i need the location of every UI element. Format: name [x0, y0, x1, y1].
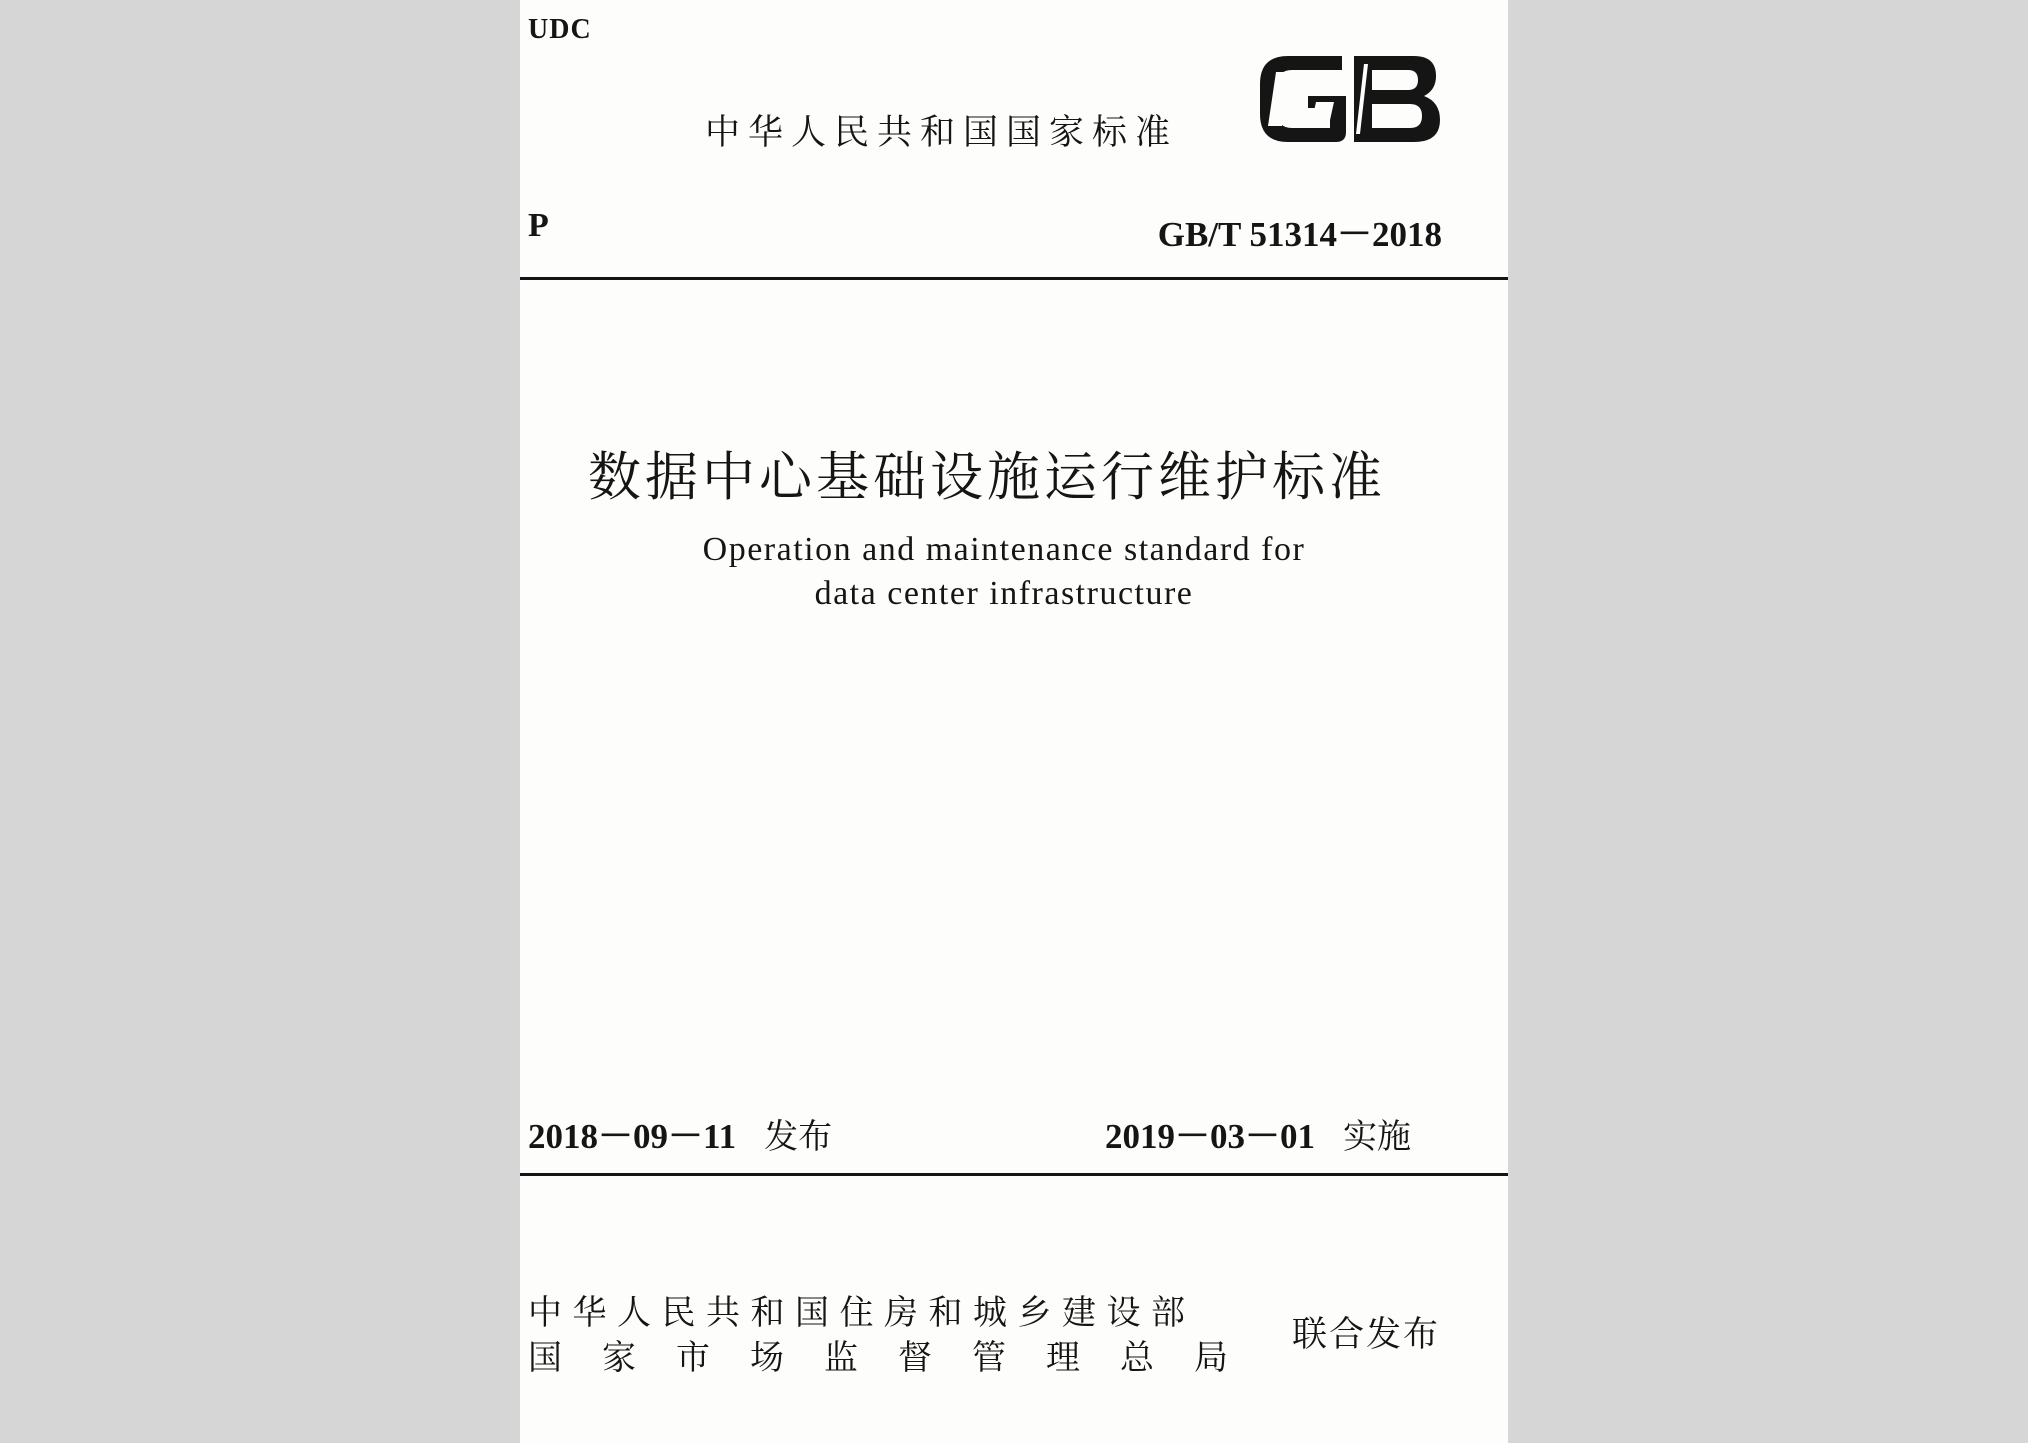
issue-label: 发布	[764, 1117, 833, 1157]
category-code: P	[528, 207, 549, 244]
title-chinese: 数据中心基础设施运行维护标准	[588, 447, 1386, 508]
issue-date: 2018－09－11	[528, 1117, 737, 1156]
title-english-line2: data center infrastructure	[814, 575, 1194, 612]
footer-divider	[520, 1173, 1508, 1176]
standard-number: GB/T 51314－2018	[1157, 215, 1442, 254]
implement-date-block	[1105, 1109, 1411, 1159]
implement-label: 实施	[1343, 1117, 1412, 1157]
gb-logo	[1256, 50, 1442, 148]
implement-date: 2019－03－01	[1105, 1117, 1316, 1156]
publish-note: 联合发布	[1292, 1315, 1441, 1355]
title-english-line1: Operation and maintenance standard for	[702, 531, 1306, 568]
standard-header: 中华人民共和国国家标准	[705, 113, 1179, 153]
standard-cover-page	[520, 0, 1508, 1443]
udc-label: UDC	[528, 14, 592, 45]
publisher-line2: 国家市场监督管理总局	[528, 1338, 1268, 1378]
header-divider	[520, 277, 1508, 280]
publisher-line1: 中华人民共和国住房和城乡建设部	[528, 1293, 1196, 1333]
issue-date-block	[528, 1109, 832, 1159]
